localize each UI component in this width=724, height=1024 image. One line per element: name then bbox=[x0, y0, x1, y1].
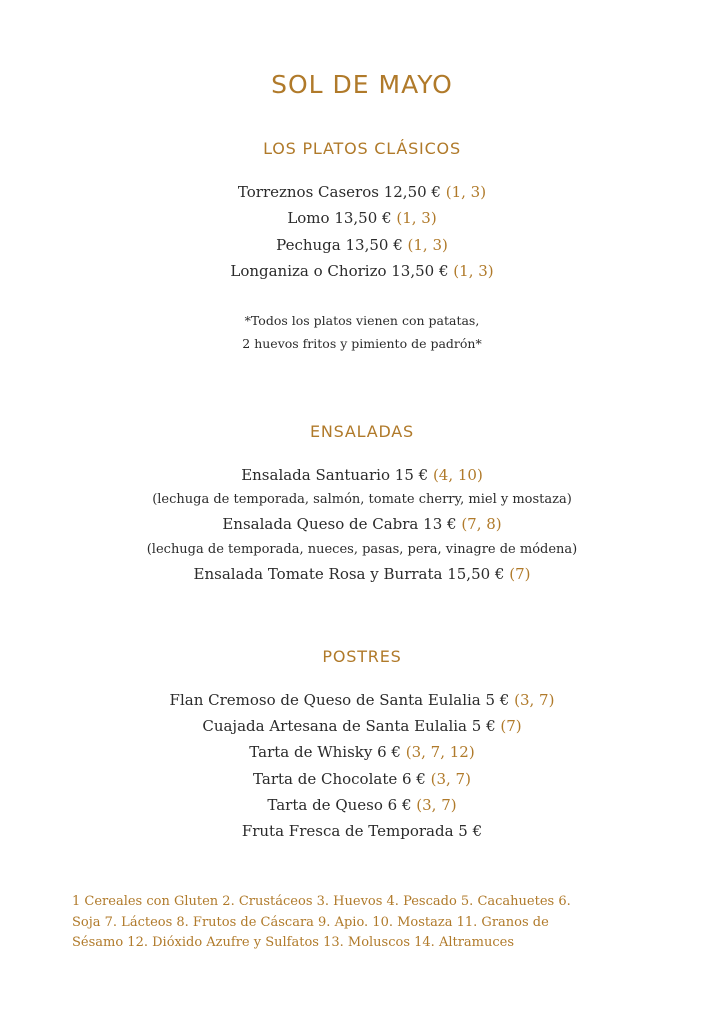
item-description: (lechuga de temporada, salmón, tomate cherry, miel y mostaza) bbox=[152, 492, 572, 507]
menu-item bbox=[0, 743, 724, 761]
menu-item bbox=[0, 796, 724, 814]
item-allergens: (1, 3) bbox=[396, 209, 437, 227]
allergen-legend-line: 1 Cereales con Gluten 2. Crustáceos 3. Huevos 4. Pescado 5. Cacahuetes 6. bbox=[72, 894, 571, 909]
item-text: Fruta Fresca de Temporada 5 € bbox=[241, 822, 483, 840]
item-description: (lechuga de temporada, nueces, pasas, pera, vinagre de módena) bbox=[146, 542, 578, 557]
item-text: Tarta de Queso 6 € bbox=[267, 796, 417, 814]
section-heading-clasicos: LOS PLATOS CLÁSICOS bbox=[263, 139, 461, 158]
item-text: Cuajada Artesana de Santa Eulalia 5 € bbox=[202, 717, 501, 735]
menu-item bbox=[0, 209, 724, 227]
menu-item bbox=[0, 691, 724, 709]
item-allergens: (1, 3) bbox=[453, 262, 494, 280]
item-allergens: (3, 7) bbox=[514, 691, 555, 709]
allergen-legend-line: Soja 7. Lácteos 8. Frutos de Cáscara 9. Apio. 10. Mostaza 11. Granos de bbox=[72, 915, 549, 930]
item-text: Tarta de Chocolate 6 € bbox=[253, 770, 431, 788]
menu-item bbox=[0, 717, 724, 735]
item-allergens: (3, 7, 12) bbox=[405, 743, 475, 761]
item-text: Ensalada Queso de Cabra 13 € bbox=[222, 515, 462, 533]
section-heading-postres: POSTRES bbox=[322, 647, 402, 666]
allergen-legend-line: Sésamo 12. Dióxido Azufre y Sulfatos 13. Moluscos 14. Altramuces bbox=[72, 935, 515, 950]
menu-item bbox=[0, 515, 724, 533]
item-text: Torreznos Caseros 12,50 € bbox=[237, 183, 446, 201]
menu-item bbox=[0, 262, 724, 280]
menu-item bbox=[0, 236, 724, 254]
item-allergens: (4, 10) bbox=[432, 466, 483, 484]
item-text: Lomo 13,50 € bbox=[287, 209, 397, 227]
item-text: Pechuga 13,50 € bbox=[276, 236, 408, 254]
item-text: Longaniza o Chorizo 13,50 € bbox=[230, 262, 454, 280]
platos-note-line: *Todos los platos vienen con patatas, bbox=[244, 313, 480, 328]
menu-item bbox=[0, 183, 724, 201]
menu-item bbox=[0, 466, 724, 484]
menu-item bbox=[0, 565, 724, 583]
item-text: Ensalada Tomate Rosa y Burrata 15,50 € bbox=[193, 565, 510, 583]
item-allergens: (7) bbox=[500, 717, 522, 735]
item-allergens: (3, 7) bbox=[430, 770, 471, 788]
item-allergens: (1, 3) bbox=[407, 236, 448, 254]
menu-item bbox=[0, 770, 724, 788]
item-allergens: (7) bbox=[509, 565, 531, 583]
section-heading-ensaladas: ENSALADAS bbox=[309, 422, 415, 441]
item-allergens: (3, 7) bbox=[416, 796, 457, 814]
item-allergens: (7, 8) bbox=[461, 515, 502, 533]
item-text: Flan Cremoso de Queso de Santa Eulalia 5 € bbox=[169, 691, 515, 709]
item-allergens: (1, 3) bbox=[445, 183, 487, 201]
platos-note-line: 2 huevos fritos y pimiento de padrón* bbox=[242, 336, 482, 351]
menu-item bbox=[0, 822, 724, 840]
item-text: Tarta de Whisky 6 € bbox=[249, 743, 406, 761]
item-text: Ensalada Santuario 15 € bbox=[241, 466, 433, 484]
restaurant-title: SOL DE MAYO bbox=[271, 70, 453, 99]
